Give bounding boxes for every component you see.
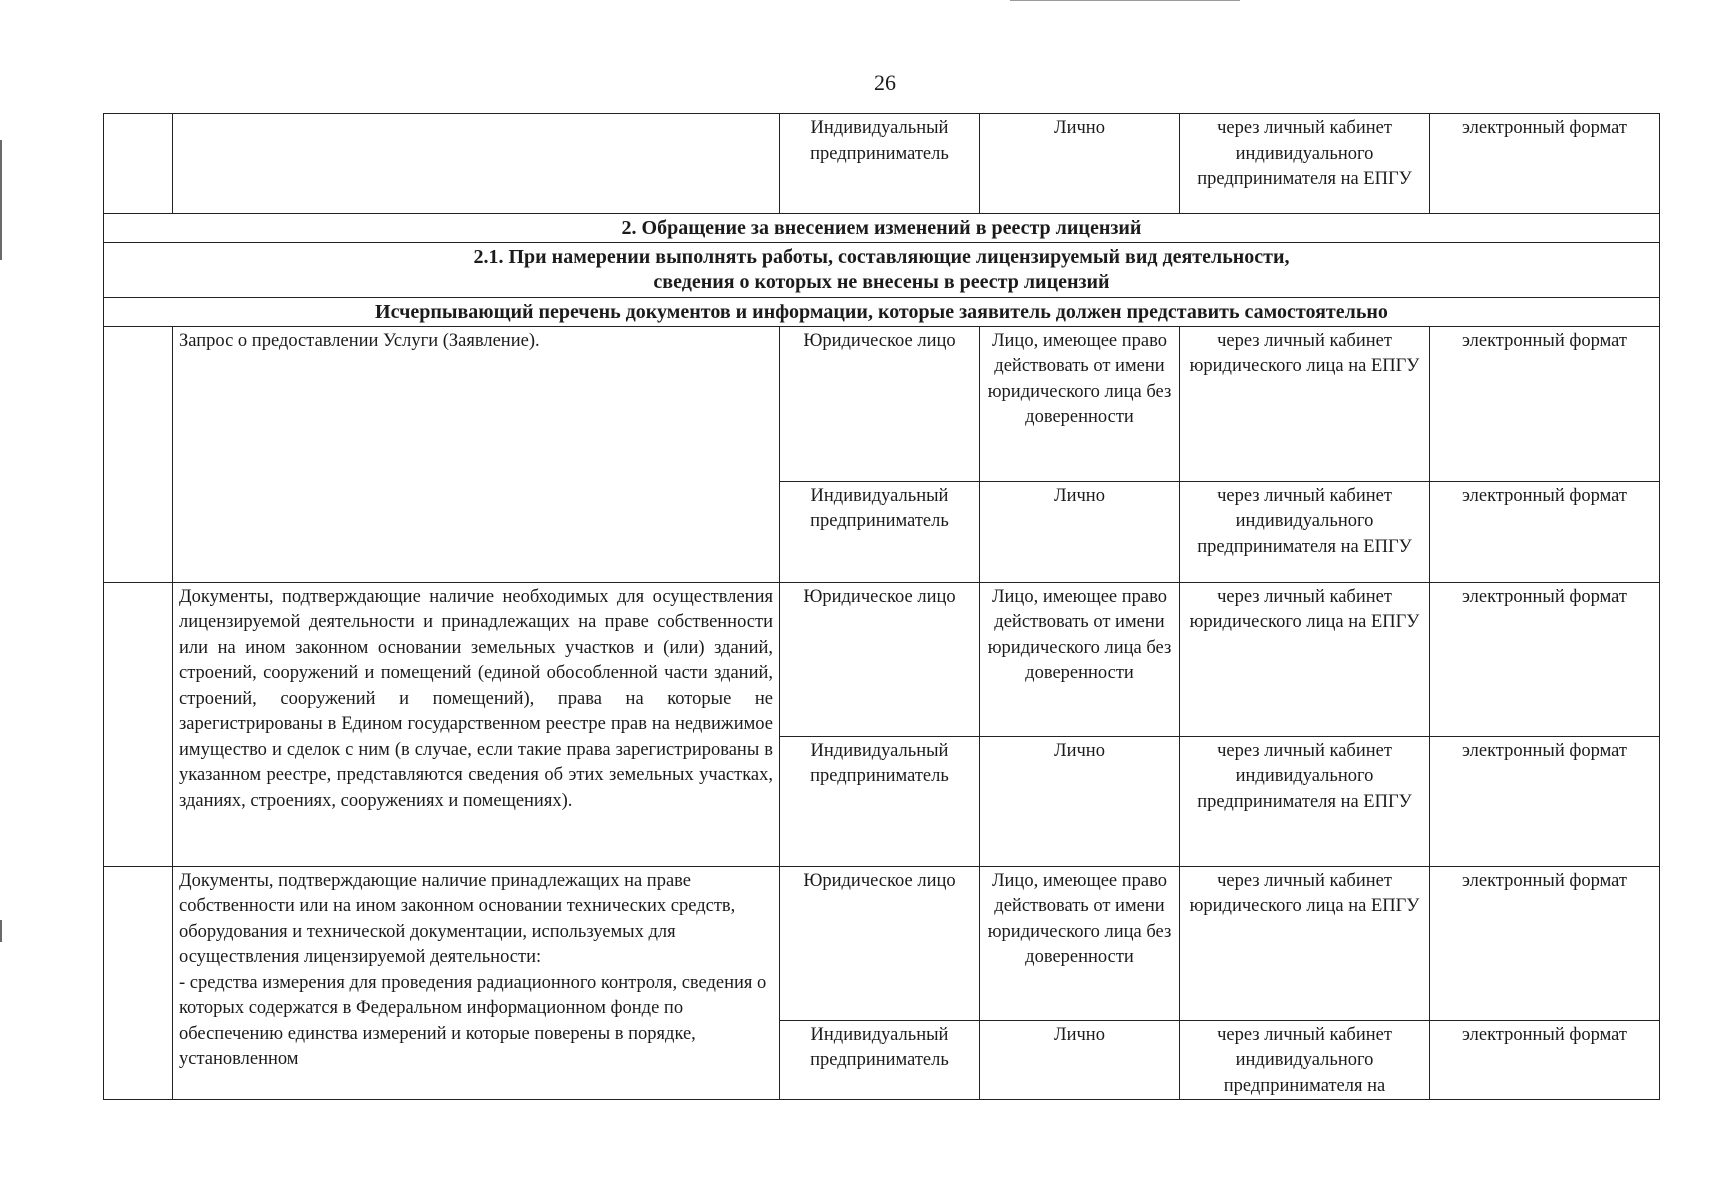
channel-cell: через личный кабинет юридического лица на ЕПГУ bbox=[1180, 866, 1430, 1020]
list-heading: Исчерпывающий перечень документов и информации, которые заявитель должен представить самостоятельно bbox=[104, 297, 1660, 326]
format-cell: электронный формат bbox=[1430, 481, 1660, 582]
page-number: 26 bbox=[874, 70, 896, 95]
document-paragraph: Документы, подтверждающие наличие принадлежащих на праве собственности или на ином законном основании технических средств, оборудования и технической документации, используемых для осуществления лицензируемой деятельности: bbox=[179, 870, 736, 967]
channel-cell: через личный кабинет индивидуального предпринимателя на bbox=[1180, 1020, 1430, 1100]
applicant-cell: Индивидуальный предприниматель bbox=[780, 1020, 980, 1100]
channel-cell: через личный кабинет юридического лица на ЕПГУ bbox=[1180, 326, 1430, 481]
section-heading: 2. Обращение за внесением изменений в реестр лицензий bbox=[104, 214, 1660, 243]
document-paragraph: - средства измерения для проведения радиационного контроля, сведения о которых содержатся в Федеральном информационном фонде по обеспечению единства измерений и которые поверены в порядке, установленном bbox=[179, 972, 767, 1069]
table-row bbox=[104, 114, 1660, 214]
format-cell: электронный формат bbox=[1430, 736, 1660, 866]
applicant-cell: Юридическое лицо bbox=[780, 866, 980, 1020]
representative-cell: Лицо, имеющее право действовать от имени юридического лица без доверенности bbox=[980, 582, 1180, 736]
services-table bbox=[103, 113, 1660, 1100]
table-row bbox=[104, 866, 1660, 1020]
format-cell: электронный формат bbox=[1430, 866, 1660, 1020]
representative-cell: Лично bbox=[980, 1020, 1180, 1100]
number-cell bbox=[104, 582, 173, 866]
representative-cell: Лично bbox=[980, 481, 1180, 582]
scan-top-mark bbox=[1010, 0, 1240, 1]
representative-cell: Лично bbox=[980, 736, 1180, 866]
document-cell bbox=[173, 866, 780, 1100]
applicant-cell: Индивидуальный предприниматель bbox=[780, 114, 980, 214]
subsection-heading bbox=[104, 242, 1660, 297]
channel-cell: через личный кабинет индивидуального предпринимателя на ЕПГУ bbox=[1180, 114, 1430, 214]
number-cell bbox=[104, 326, 173, 582]
list-heading-row bbox=[104, 297, 1660, 326]
representative-cell: Лицо, имеющее право действовать от имени юридического лица без доверенности bbox=[980, 326, 1180, 481]
document-cell bbox=[173, 114, 780, 214]
applicant-cell: Индивидуальный предприниматель bbox=[780, 736, 980, 866]
subsection-heading-row bbox=[104, 242, 1660, 297]
channel-cell: через личный кабинет индивидуального предпринимателя на ЕПГУ bbox=[1180, 481, 1430, 582]
scan-edge-mark bbox=[0, 140, 2, 260]
subsection-heading-line: сведения о которых не внесены в реестр лицензий bbox=[653, 271, 1110, 293]
document-cell: Документы, подтверждающие наличие необходимых для осуществления лицензируемой деятельности и принадлежащих на праве собственности или на ином законном основании земельных участков и (или) зданий, строений, сооружений и помещений (единой обособленной части зданий, строений, сооружений и помещений), права на которые не зарегистрированы в Едином государственном реестре прав на недвижимое имущество и сделок с ним (в случае, если такие права зарегистрированы в указанном реестре, представляются сведения об этих земельных участках, зданиях, строениях, сооружениях и помещениях). bbox=[173, 582, 780, 866]
scan-edge-mark bbox=[0, 920, 2, 942]
number-cell bbox=[104, 866, 173, 1100]
representative-cell: Лицо, имеющее право действовать от имени юридического лица без доверенности bbox=[980, 866, 1180, 1020]
applicant-cell: Юридическое лицо bbox=[780, 326, 980, 481]
format-cell: электронный формат bbox=[1430, 114, 1660, 214]
format-cell: электронный формат bbox=[1430, 326, 1660, 481]
table-row bbox=[104, 326, 1660, 481]
channel-cell: через личный кабинет индивидуального предпринимателя на ЕПГУ bbox=[1180, 736, 1430, 866]
subsection-heading-line: 2.1. При намерении выполнять работы, составляющие лицензируемый вид деятельности, bbox=[473, 245, 1290, 268]
channel-cell: через личный кабинет юридического лица на ЕПГУ bbox=[1180, 582, 1430, 736]
format-cell: электронный формат bbox=[1430, 582, 1660, 736]
document-cell: Запрос о предоставлении Услуги (Заявление). bbox=[173, 326, 780, 582]
representative-cell: Лично bbox=[980, 114, 1180, 214]
section-heading-row bbox=[104, 214, 1660, 243]
table-row bbox=[104, 582, 1660, 736]
applicant-cell: Индивидуальный предприниматель bbox=[780, 481, 980, 582]
number-cell bbox=[104, 114, 173, 214]
format-cell: электронный формат bbox=[1430, 1020, 1660, 1100]
applicant-cell: Юридическое лицо bbox=[780, 582, 980, 736]
